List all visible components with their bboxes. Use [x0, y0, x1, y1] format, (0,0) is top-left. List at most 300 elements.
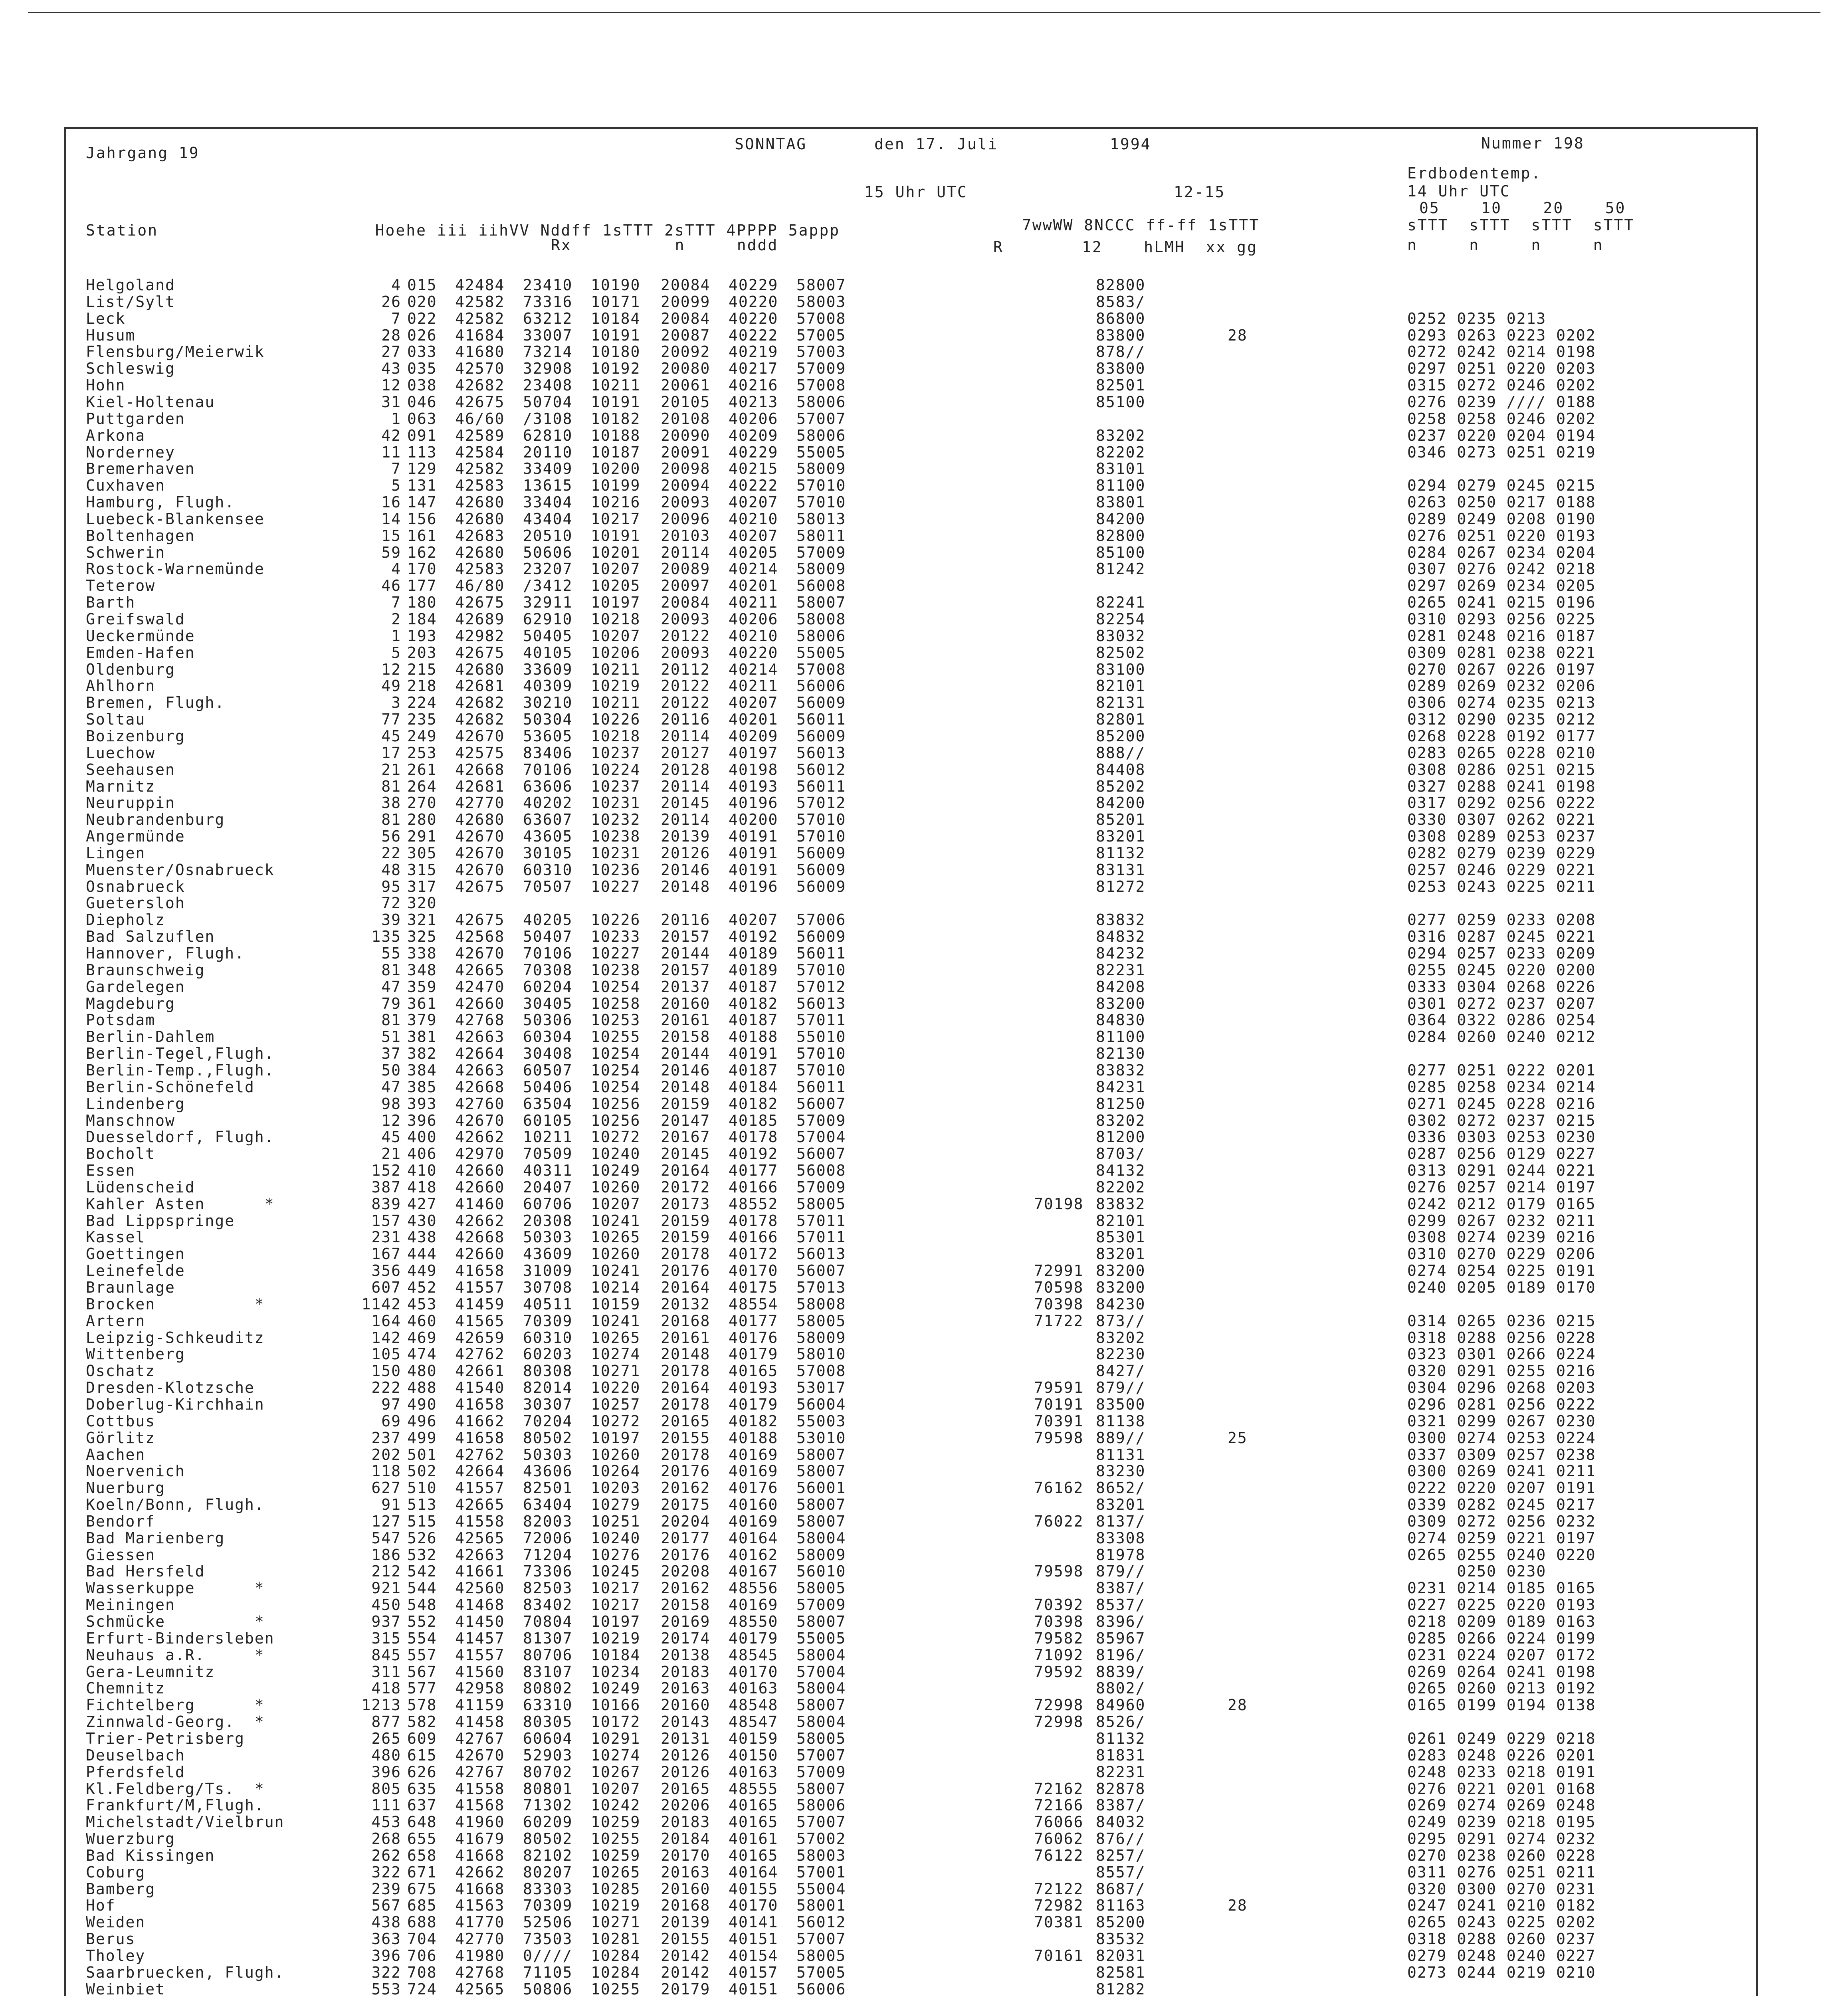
cell-d: 20080	[661, 360, 711, 378]
cell-h: 43	[381, 360, 401, 378]
cell-e: 40191	[729, 828, 778, 846]
cell-a: 42668	[455, 1228, 505, 1246]
cell-soil: 0274 0259 0221 0197	[1407, 1529, 1596, 1547]
cell-station: Aachen	[86, 1446, 146, 1463]
cell-c: 10259	[591, 1846, 641, 1864]
cell-h: 363	[371, 1930, 401, 1948]
cell-f: 56013	[796, 994, 846, 1012]
table-row	[0, 645, 1848, 660]
cell-c: 10207	[591, 1780, 641, 1798]
cell-n: 8687/	[1096, 1880, 1146, 1898]
cell-f: 58001	[796, 1897, 846, 1915]
cell-h: 127	[371, 1512, 401, 1530]
cell-h: 27	[381, 343, 401, 361]
cell-e: 40167	[729, 1562, 778, 1580]
cell-h: 567	[371, 1897, 401, 1915]
cell-e: 40175	[729, 1279, 778, 1296]
cell-iii: 156	[407, 510, 437, 528]
cell-soil: 0249 0239 0218 0195	[1407, 1813, 1596, 1831]
cell-b: 0////	[523, 1947, 573, 1964]
cell-station: Doberlug-Kirchhain	[86, 1395, 265, 1413]
table-row	[0, 1664, 1848, 1679]
cell-soil: 0333 0304 0268 0226	[1407, 978, 1596, 996]
cell-c: 10231	[591, 794, 641, 812]
cell-iii: 510	[407, 1479, 437, 1497]
cell-w: 76022	[1034, 1512, 1084, 1530]
cell-n: 83200	[1096, 994, 1146, 1012]
cell-station: Fichtelberg *	[86, 1696, 265, 1714]
cell-a: 42682	[455, 694, 505, 712]
table-row	[0, 762, 1848, 777]
cell-b: 20110	[523, 443, 573, 461]
cell-e: 40207	[729, 527, 778, 545]
cell-n: 81978	[1096, 1546, 1146, 1564]
cell-b: 82003	[523, 1512, 573, 1530]
cell-e: 40206	[729, 410, 778, 428]
cell-iii: 177	[407, 577, 437, 595]
cell-h: 262	[371, 1846, 401, 1864]
cell-b: 30105	[523, 844, 573, 862]
cell-h: 91	[381, 1496, 401, 1514]
cell-e: 40169	[729, 1446, 778, 1463]
cell-a: 42662	[455, 1212, 505, 1230]
cell-w: 70161	[1034, 1947, 1084, 1964]
cell-e: 40165	[729, 1813, 778, 1831]
cell-e: 40159	[729, 1729, 778, 1747]
table-row	[0, 712, 1848, 727]
cell-w: 72991	[1034, 1262, 1084, 1280]
cell-soil: 0270 0238 0260 0228	[1407, 1846, 1596, 1864]
cell-b: 23410	[523, 276, 573, 294]
cell-c: 10255	[591, 1028, 641, 1046]
cell-n: 8839/	[1096, 1663, 1146, 1681]
cell-station: Kiel-Holtenau	[86, 393, 215, 411]
cell-e: 40170	[729, 1262, 778, 1280]
cell-f: 58013	[796, 510, 846, 528]
cell-soil: 0285 0266 0224 0199	[1407, 1629, 1596, 1647]
table-row	[0, 979, 1848, 994]
cell-station: Noervenich	[86, 1462, 185, 1480]
column-header-sub-synop: 12 hLMH xx gg	[1082, 238, 1258, 256]
cell-d: 20178	[661, 1395, 711, 1413]
cell-station: Bamberg	[86, 1880, 156, 1898]
cell-a: 41468	[455, 1596, 505, 1614]
cell-c: 10241	[591, 1312, 641, 1330]
cell-soil: 0320 0291 0255 0216	[1407, 1362, 1596, 1380]
table-row	[0, 428, 1848, 443]
cell-w: 79598	[1034, 1562, 1084, 1580]
cell-iii: 554	[407, 1629, 437, 1647]
cell-d: 20093	[661, 644, 711, 661]
cell-f: 56007	[796, 1145, 846, 1163]
table-row	[0, 478, 1848, 493]
time-15-label: 15 Uhr UTC	[864, 183, 968, 201]
cell-c: 10207	[591, 1195, 641, 1213]
cell-n: 879//	[1096, 1562, 1146, 1580]
cell-b: 20407	[523, 1178, 573, 1196]
cell-iii: 162	[407, 543, 437, 561]
cell-d: 20148	[661, 1345, 711, 1363]
cell-soil: 0284 0260 0240 0212	[1407, 1028, 1596, 1046]
cell-soil: 0231 0224 0207 0172	[1407, 1646, 1596, 1664]
table-row	[0, 1798, 1848, 1813]
cell-b: 70309	[523, 1897, 573, 1915]
cell-e: 40184	[729, 1078, 778, 1096]
cell-f: 56012	[796, 1913, 846, 1931]
cell-station: Nuerburg	[86, 1479, 166, 1497]
cell-station: Trier-Petrisberg	[86, 1729, 245, 1747]
cell-w: 71722	[1034, 1312, 1084, 1330]
cell-d: 20087	[661, 326, 711, 344]
table-row	[0, 695, 1848, 710]
jahrgang-label: Jahrgang 19	[86, 144, 200, 162]
cell-station: Brocken *	[86, 1295, 265, 1313]
cell-iii: 704	[407, 1930, 437, 1948]
cell-soil: 0231 0214 0185 0165	[1407, 1579, 1596, 1597]
cell-soil: 0255 0245 0220 0200	[1407, 961, 1596, 979]
cell-iii: 488	[407, 1379, 437, 1397]
cell-n: 8557/	[1096, 1863, 1146, 1881]
table-row	[0, 1931, 1848, 1946]
cell-a: 41540	[455, 1379, 505, 1397]
cell-c: 10291	[591, 1729, 641, 1747]
cell-iii: 218	[407, 677, 437, 695]
column-header-sub-soil: n n n n	[1407, 236, 1604, 254]
cell-f: 58006	[796, 426, 846, 444]
cell-h: 315	[371, 1629, 401, 1647]
cell-f: 55010	[796, 1028, 846, 1046]
cell-c: 10253	[591, 1011, 641, 1029]
cell-station: Marnitz	[86, 777, 156, 795]
table-row	[0, 1748, 1848, 1763]
cell-c: 10254	[591, 978, 641, 996]
cell-iii: 325	[407, 928, 437, 946]
cell-n: 8257/	[1096, 1846, 1146, 1864]
cell-station: Guetersloh	[86, 894, 185, 912]
cell-a: 42668	[455, 1078, 505, 1096]
cell-b: 50306	[523, 1011, 573, 1029]
cell-n: 84132	[1096, 1162, 1146, 1180]
cell-n: 85200	[1096, 727, 1146, 745]
cell-station: Schmücke *	[86, 1613, 265, 1630]
cell-f: 58010	[796, 1345, 846, 1363]
cell-d: 20158	[661, 1028, 711, 1046]
cell-c: 10219	[591, 677, 641, 695]
cell-iii: 091	[407, 426, 437, 444]
cell-d: 20162	[661, 1479, 711, 1497]
cell-f: 58011	[796, 527, 846, 545]
cell-f: 56008	[796, 1162, 846, 1180]
cell-soil: 0250 0230	[1407, 1562, 1547, 1580]
cell-iii: 035	[407, 360, 437, 378]
cell-c: 10238	[591, 961, 641, 979]
cell-station: Ueckermünde	[86, 627, 195, 645]
cell-n: 82202	[1096, 1178, 1146, 1196]
cell-d: 20132	[661, 1295, 711, 1313]
cell-iii: 026	[407, 326, 437, 344]
cell-f: 56011	[796, 1078, 846, 1096]
cell-n: 873//	[1096, 1312, 1146, 1330]
table-row	[0, 996, 1848, 1011]
cell-station: Cottbus	[86, 1412, 156, 1430]
cell-e: 40189	[729, 961, 778, 979]
cell-e: 40207	[729, 911, 778, 929]
cell-d: 20163	[661, 1679, 711, 1697]
cell-b: 63404	[523, 1496, 573, 1514]
cell-a: 41560	[455, 1663, 505, 1681]
cell-d: 20157	[661, 928, 711, 946]
table-row	[0, 1463, 1848, 1479]
cell-f: 57009	[796, 543, 846, 561]
cell-f: 57003	[796, 343, 846, 361]
cell-e: 40192	[729, 1145, 778, 1163]
cell-b: 83107	[523, 1663, 573, 1681]
cell-b: 32911	[523, 594, 573, 612]
cell-e: 48554	[729, 1295, 778, 1313]
cell-c: 10260	[591, 1446, 641, 1463]
cell-c: 10219	[591, 1629, 641, 1647]
cell-h: 55	[381, 945, 401, 962]
cell-c: 10207	[591, 627, 641, 645]
cell-d: 20174	[661, 1629, 711, 1647]
cell-h: 28	[381, 326, 401, 344]
table-row	[0, 1915, 1848, 1930]
cell-e: 40166	[729, 1228, 778, 1246]
cell-f: 58007	[796, 276, 846, 294]
cell-soil: 0276 0239 //// 0188	[1407, 393, 1596, 411]
cell-iii: 427	[407, 1195, 437, 1213]
table-row	[0, 1948, 1848, 1963]
cell-f: 57007	[796, 1930, 846, 1948]
cell-f: 57004	[796, 1128, 846, 1146]
cell-d: 20144	[661, 1045, 711, 1063]
cell-soil: 0294 0279 0245 0215	[1407, 477, 1596, 495]
cell-soil: 0237 0220 0204 0194	[1407, 426, 1596, 444]
cell-iii: 015	[407, 276, 437, 294]
cell-e: 40182	[729, 994, 778, 1012]
cell-e: 40151	[729, 1930, 778, 1948]
cell-f: 55005	[796, 1629, 846, 1647]
cell-a: 41557	[455, 1479, 505, 1497]
cell-b: 23207	[523, 560, 573, 578]
cell-soil: 0222 0220 0207 0191	[1407, 1479, 1596, 1497]
cell-station: Luebeck-Blankensee	[86, 510, 265, 528]
cell-station: Kl.Feldberg/Ts. *	[86, 1780, 265, 1798]
cell-c: 10191	[591, 326, 641, 344]
cell-c: 10200	[591, 460, 641, 478]
cell-e: 40217	[729, 360, 778, 378]
cell-b: 33409	[523, 460, 573, 478]
cell-e: 40219	[729, 343, 778, 361]
cell-n: 82101	[1096, 1212, 1146, 1230]
cell-b: 52506	[523, 1913, 573, 1931]
cell-c: 10279	[591, 1496, 641, 1514]
cell-d: 20116	[661, 711, 711, 729]
cell-h: 79	[381, 994, 401, 1012]
table-row	[0, 294, 1848, 309]
cell-iii: 315	[407, 861, 437, 879]
cell-e: 40169	[729, 1462, 778, 1480]
cell-station: Pferdsfeld	[86, 1763, 185, 1781]
cell-c: 10276	[591, 1546, 641, 1564]
cell-c: 10227	[591, 945, 641, 962]
cell-f: 57010	[796, 477, 846, 495]
cell-n: 83201	[1096, 828, 1146, 846]
cell-f: 57013	[796, 1279, 846, 1296]
cell-a: 42660	[455, 1178, 505, 1196]
cell-a: 41568	[455, 1796, 505, 1814]
table-row	[0, 912, 1848, 927]
cell-a: 42670	[455, 1111, 505, 1129]
cell-a: 46/60	[455, 410, 505, 428]
cell-iii: 708	[407, 1963, 437, 1981]
cell-h: 438	[371, 1913, 401, 1931]
cell-station: Leinefelde	[86, 1262, 185, 1280]
cell-e: 40191	[729, 1045, 778, 1063]
cell-d: 20142	[661, 1947, 711, 1964]
cell-soil: 0304 0296 0268 0203	[1407, 1379, 1596, 1397]
cell-n: 82800	[1096, 276, 1146, 294]
cell-c: 10214	[591, 1279, 641, 1296]
table-row	[0, 511, 1848, 527]
cell-soil: 0277 0251 0222 0201	[1407, 1061, 1596, 1079]
cell-n: 82241	[1096, 594, 1146, 612]
cell-f: 55004	[796, 1880, 846, 1898]
cell-soil: 0330 0307 0262 0221	[1407, 811, 1596, 829]
cell-a: 42767	[455, 1763, 505, 1781]
table-row	[0, 862, 1848, 877]
cell-n: 81200	[1096, 1128, 1146, 1146]
cell-f: 56009	[796, 928, 846, 946]
cell-w: 70198	[1034, 1195, 1084, 1213]
cell-n: 83201	[1096, 1496, 1146, 1514]
cell-soil: 0314 0265 0236 0215	[1407, 1312, 1596, 1330]
cell-b: 50406	[523, 1078, 573, 1096]
table-row	[0, 1230, 1848, 1245]
cell-f: 53010	[796, 1429, 846, 1447]
cell-a: 42663	[455, 1028, 505, 1046]
cell-station: Ahlhorn	[86, 677, 156, 695]
cell-w: 79582	[1034, 1629, 1084, 1647]
cell-d: 20208	[661, 1562, 711, 1580]
cell-station: Neuhaus a.R. *	[86, 1646, 265, 1664]
cell-e: 40222	[729, 477, 778, 495]
cell-d: 20131	[661, 1729, 711, 1747]
cell-d: 20178	[661, 1362, 711, 1380]
cell-c: 10203	[591, 1479, 641, 1497]
cell-n: 83202	[1096, 1111, 1146, 1129]
cell-iii: 396	[407, 1111, 437, 1129]
cell-d: 20164	[661, 1279, 711, 1296]
cell-w: 76066	[1034, 1813, 1084, 1831]
cell-station: Bremen, Flugh.	[86, 694, 225, 712]
cell-f: 57010	[796, 811, 846, 829]
cell-soil: 0283 0248 0226 0201	[1407, 1746, 1596, 1764]
cell-b: 73306	[523, 1562, 573, 1580]
cell-e: 48550	[729, 1613, 778, 1630]
cell-d: 20128	[661, 760, 711, 778]
cell-c: 10216	[591, 493, 641, 511]
cell-n: 82231	[1096, 961, 1146, 979]
cell-d: 20093	[661, 493, 711, 511]
cell-iii: 469	[407, 1329, 437, 1347]
cell-c: 10220	[591, 1379, 641, 1397]
cell-e: 40165	[729, 1796, 778, 1814]
table-row	[0, 1681, 1848, 1696]
cell-c: 10180	[591, 343, 641, 361]
cell-c: 10274	[591, 1345, 641, 1363]
cell-h: 553	[371, 1980, 401, 1996]
cell-soil: 0310 0293 0256 0225	[1407, 610, 1596, 628]
cell-iii: 452	[407, 1279, 437, 1296]
cell-iii: 637	[407, 1796, 437, 1814]
cell-e: 40164	[729, 1863, 778, 1881]
cell-e: 40150	[729, 1746, 778, 1764]
cell-b: 73214	[523, 343, 573, 361]
cell-h: 7	[391, 460, 401, 478]
cell-iii: 542	[407, 1562, 437, 1580]
cell-f: 58009	[796, 1329, 846, 1347]
cell-f: 56004	[796, 1395, 846, 1413]
cell-c: 10226	[591, 911, 641, 929]
cell-n: 85301	[1096, 1228, 1146, 1246]
table-row	[0, 812, 1848, 827]
cell-e: 40163	[729, 1763, 778, 1781]
cell-e: 40220	[729, 293, 778, 311]
cell-c: 10260	[591, 1178, 641, 1196]
cell-soil: 0269 0264 0241 0198	[1407, 1663, 1596, 1681]
cell-d: 20099	[661, 293, 711, 311]
cell-h: 450	[371, 1596, 401, 1614]
cell-f: 58003	[796, 293, 846, 311]
cell-c: 10255	[591, 1980, 641, 1996]
cell-b: 40205	[523, 911, 573, 929]
cell-f: 56010	[796, 1562, 846, 1580]
cell-iii: 532	[407, 1546, 437, 1564]
cell-a: 42682	[455, 376, 505, 394]
cell-soil: 0277 0259 0233 0208	[1407, 911, 1596, 929]
cell-station: Flensburg/Meierwik	[86, 343, 265, 361]
cell-c: 10240	[591, 1529, 641, 1547]
cell-iii: 317	[407, 877, 437, 895]
cell-soil: 0263 0250 0217 0188	[1407, 493, 1596, 511]
cell-iii: 385	[407, 1078, 437, 1096]
cell-d: 20114	[661, 543, 711, 561]
cell-e: 40216	[729, 376, 778, 394]
cell-c: 10205	[591, 577, 641, 595]
cell-station: Hannover, Flugh.	[86, 945, 245, 962]
cell-d: 20179	[661, 1980, 711, 1996]
cell-b: 80502	[523, 1830, 573, 1848]
cell-soil: 0336 0303 0253 0230	[1407, 1128, 1596, 1146]
cell-a: 42680	[455, 510, 505, 528]
cell-a: 42768	[455, 1011, 505, 1029]
table-row	[0, 795, 1848, 810]
cell-e: 40206	[729, 610, 778, 628]
cell-a: 42659	[455, 1329, 505, 1347]
cell-soil: 0294 0257 0233 0209	[1407, 945, 1596, 962]
cell-iii: 490	[407, 1395, 437, 1413]
table-row	[0, 1012, 1848, 1028]
cell-h: 237	[371, 1429, 401, 1447]
cell-b: 50407	[523, 928, 573, 946]
cell-iii: 338	[407, 945, 437, 962]
cell-n: 82878	[1096, 1780, 1146, 1798]
cell-d: 20159	[661, 1212, 711, 1230]
cell-b: 73503	[523, 1930, 573, 1948]
cell-station: Rostock-Warnemünde	[86, 560, 265, 578]
cell-a: 41960	[455, 1813, 505, 1831]
